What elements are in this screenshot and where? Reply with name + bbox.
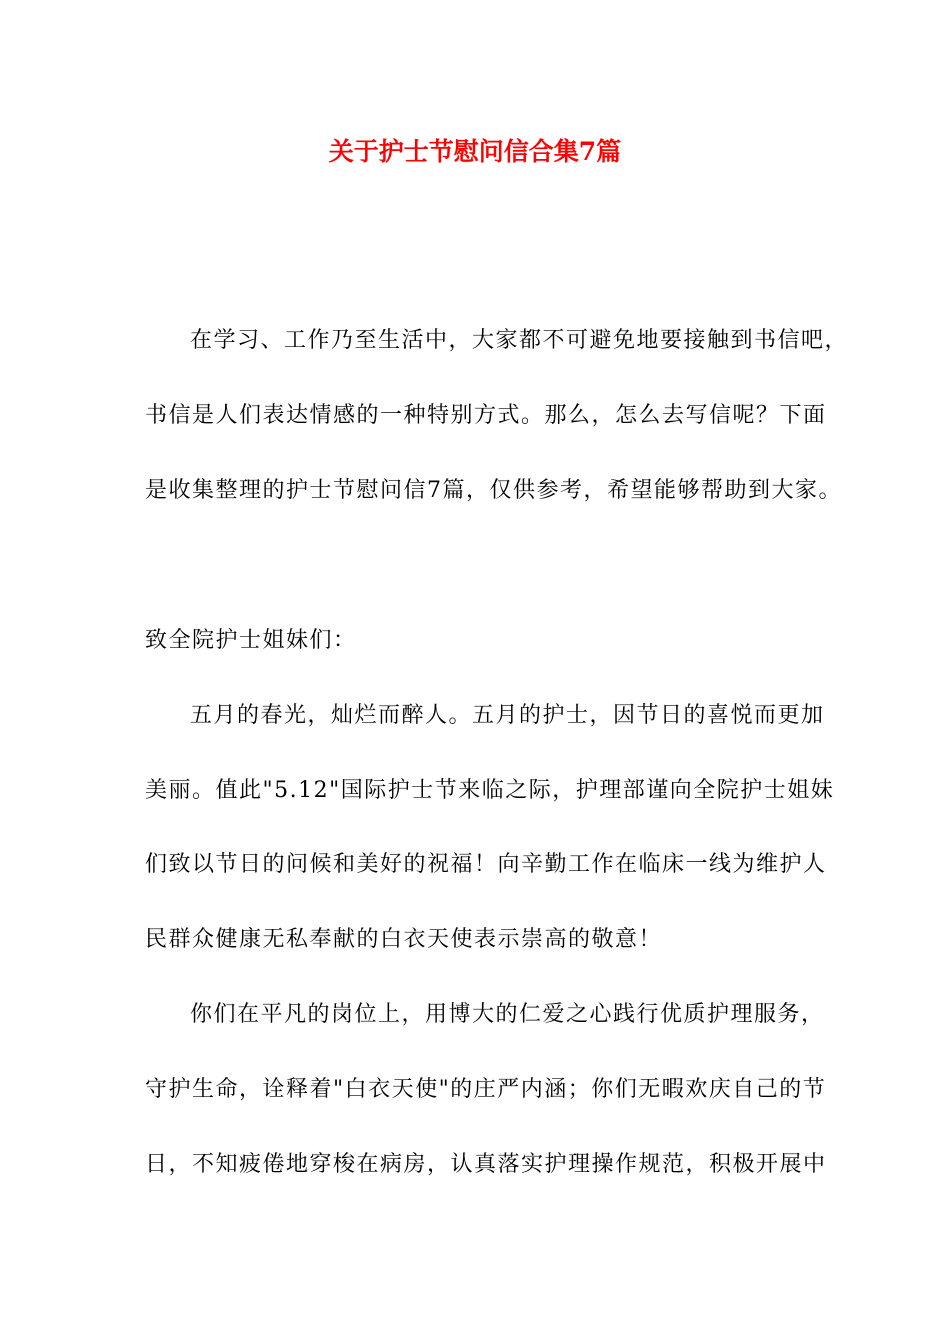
paragraph2-line-1: 你们在平凡的岗位上，用博大的仁爱之心践行优质护理服务， xyxy=(190,1002,825,1027)
salutation: 致全院护士姐妹们： xyxy=(145,628,357,653)
paragraph1-line-3: 们致以节日的问候和美好的祝福！向辛勤工作在临床一线为维护人 xyxy=(145,852,827,877)
paragraph1-line-1: 五月的春光，灿烂而醉人。五月的护士，因节日的喜悦而更加 xyxy=(190,703,825,728)
paragraph2-line-2: 守护生命，诠释着"白衣天使"的庄严内涵；你们无暇欢庆自己的节 xyxy=(145,1077,827,1102)
intro-line-3: 是收集整理的护士节慰问信7篇，仅供参考，希望能够帮助到大家。 xyxy=(145,478,842,503)
intro-line-2: 书信是人们表达情感的一种特别方式。那么，怎么去写信呢？下面 xyxy=(145,403,827,428)
paragraph1-line-4: 民群众健康无私奉献的白衣天使表示崇高的敬意！ xyxy=(145,927,663,952)
paragraph1-line-2: 美丽。值此"5.12"国际护士节来临之际，护理部谨向全院护士姐妹 xyxy=(145,778,835,803)
paragraph2-line-3: 日，不知疲倦地穿梭在病房，认真落实护理操作规范，积极开展中 xyxy=(145,1152,827,1177)
document-title: 关于护士节慰问信合集7篇 xyxy=(328,137,622,166)
intro-line-1: 在学习、工作乃至生活中，大家都不可避免地要接触到书信吧， xyxy=(190,328,849,353)
